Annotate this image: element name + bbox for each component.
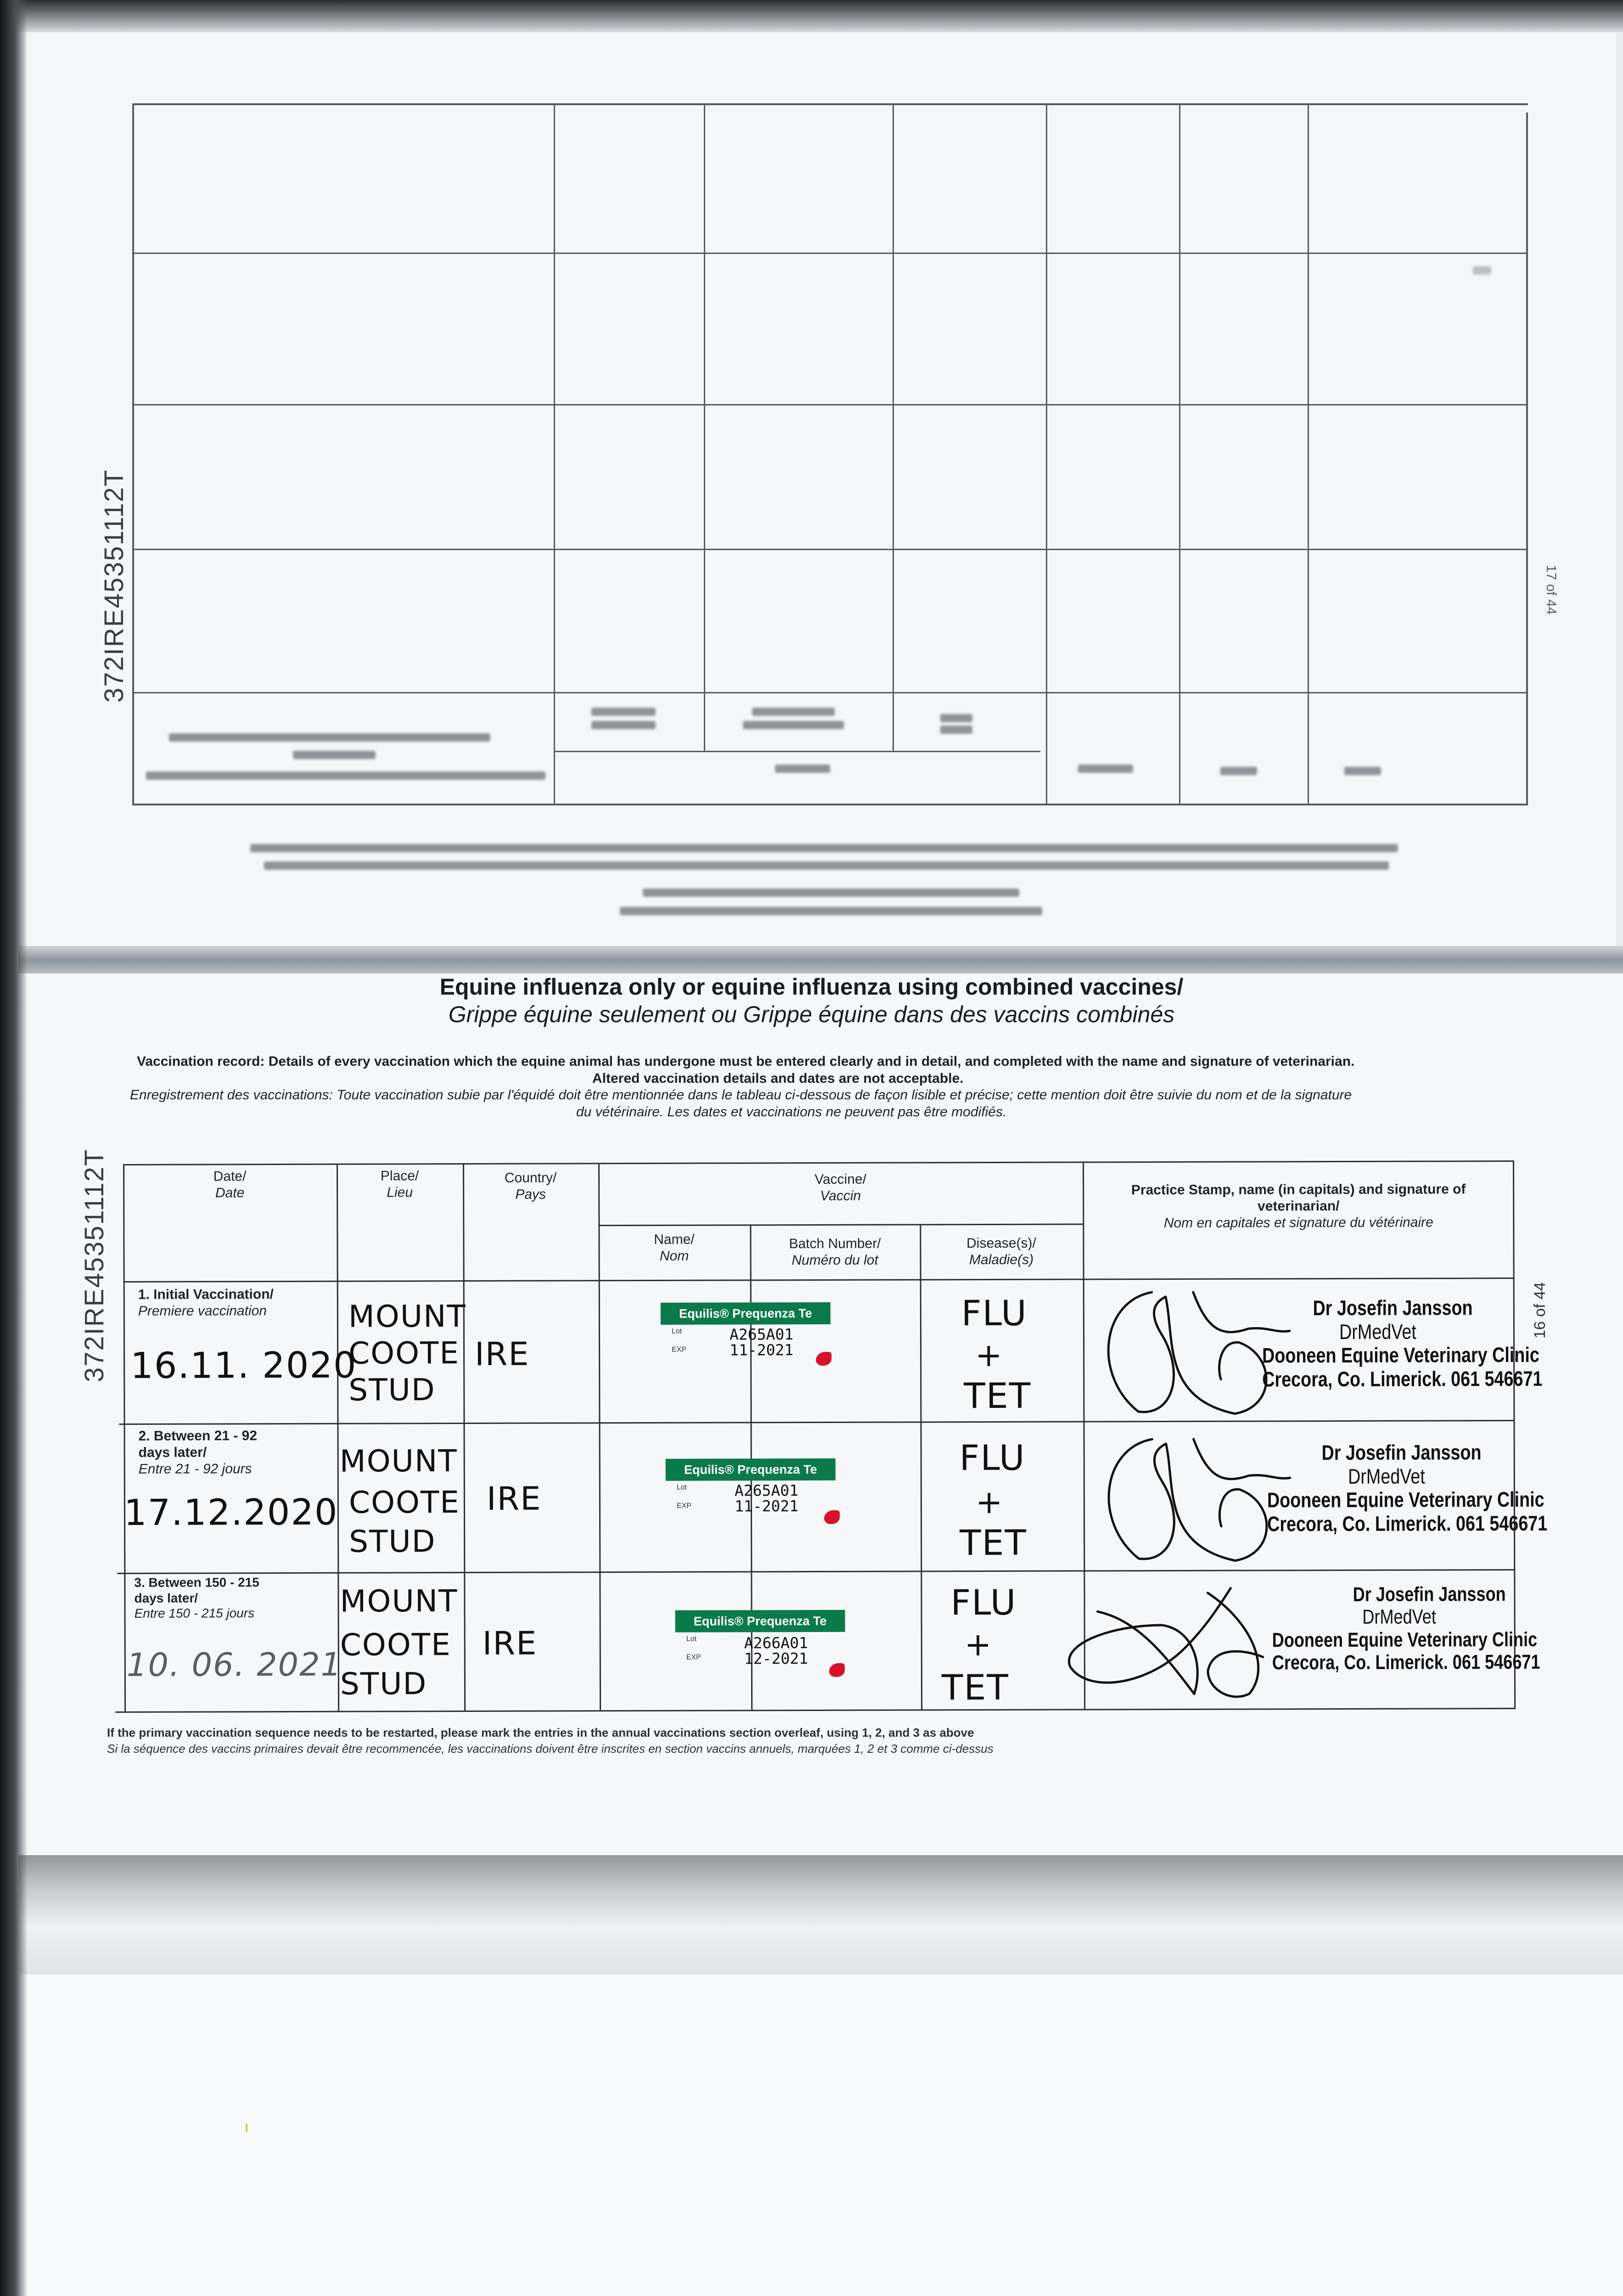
header-vaccine: Vaccine/ Vaccin [814,1171,867,1204]
vet-stamp-2: Dr Josefin Jansson DrMedVet Dooneen Equine Veterinary Clinic Crecora, Co. Limerick. 061 546671 [1267,1440,1548,1536]
row-label-3: 3. Between 150 - 215 days later/ Entre 150 - 215 jours [134,1575,259,1621]
footnote-fr: Si la séquence des vaccins primaires devait être recommencée, les vaccinations doivent être inscrites en section vaccins annuels, marquées 1, 2 et 3 comme ci-dessus [107,1742,994,1756]
disease-1-a: FLU [961,1292,1028,1334]
serial-number-lower: 372IRE45351112T [79,1148,109,1382]
header-country: Country/ Pays [504,1170,557,1202]
date-1: 16.11. 2020 [130,1345,357,1387]
header-vaccine-name: Name/ Nom [654,1232,695,1264]
exp-code: EXP [672,1345,687,1354]
lot-code: Lot [671,1327,682,1335]
vaccine-label-2 [666,1458,836,1539]
blurred-instruction-line [643,889,1019,897]
lot-code: Lot [686,1635,696,1643]
vaccine-name-1: Equilis® Prequenza Te [661,1302,831,1325]
blurred-instruction-line [250,844,1398,852]
country-3: IRE [482,1624,538,1662]
disease-3-b: + [964,1625,993,1664]
place-1-line2: COOTE [348,1335,460,1371]
place-1-line3: STUD [348,1372,436,1408]
upper-empty-table [132,103,1528,806]
disease-2-b: + [975,1483,1004,1521]
expiry-2: 11-2021 [734,1497,799,1515]
page-number-upper: 17 of 44 [1544,565,1559,615]
blank-scan-area [18,1975,1623,2296]
scanner-edge [0,0,1623,32]
vaccine-label-3 [675,1610,845,1691]
disease-3-c: TET [941,1666,1009,1708]
vaccine-name-3: Equilis® Prequenza Te [675,1610,845,1632]
place-3-line2: COOTE [340,1627,451,1663]
red-flag-icon [816,1352,831,1366]
vet-stamp-3: Dr Josefin Jansson DrMedVet Dooneen Equine Veterinary Clinic Crecora, Co. Limerick. 061 546671 [1272,1583,1540,1674]
batch-number-1: A265A01 [729,1325,794,1344]
date-2: 17.12.2020 [124,1491,338,1534]
blurred-instruction-line [264,861,1389,870]
vaccine-name-2: Equilis® Prequenza Te [666,1458,836,1481]
page-number-lower: 16 of 44 [1531,1282,1549,1339]
page-edge-shadow [18,1855,1623,1975]
place-2-line1: MOUNT [339,1443,458,1479]
section-title: Equine influenza only or equine influenza using combined vaccines/ [439,974,1184,1000]
red-flag-icon [824,1510,840,1524]
scanner-left-shadow [0,0,28,2296]
header-disease: Disease(s)/ Maladie(s) [966,1235,1036,1268]
place-2-line2: COOTE [348,1485,461,1520]
header-stamp: Practice Stamp, name (in capitals) and signature of veterinarian/ Nom en capitales et signature du vétérinaire [1131,1182,1466,1231]
footnote-en: If the primary vaccination sequence needs to be restarted, please mark the entries in the annual vaccinations section overleaf, using 1, 2, and 3 as above [107,1726,974,1739]
row-label-1: 1. Initial Vaccination/ Premiere vaccination [138,1287,274,1319]
red-flag-icon [829,1663,845,1677]
row-label-2: 2. Between 21 - 92 days later/ Entre 21 - 92 jours [138,1428,258,1477]
batch-number-2: A265A01 [734,1481,798,1500]
country-2: IRE [486,1480,542,1518]
header-place: Place/ Lieu [380,1168,419,1200]
vet-signature-3 [1056,1574,1295,1708]
batch-number-3: A266A01 [744,1634,808,1652]
disease-3-a: FLU [950,1581,1017,1623]
instruction-fr: Enregistrement des vaccinations: Toute vaccination subie par l'équidé doit être mentionnée dans le tableau ci-dessous de façon lisible et précise; cette mention doit être suivie du nom et de la signature [130,1087,1352,1103]
expiry-3: 12-2021 [744,1649,808,1668]
vaccine-label-1 [661,1302,831,1383]
scan-speck [246,2124,247,2132]
header-date: Date/ Date [213,1169,247,1201]
place-3-line1: MOUNT [340,1583,458,1619]
vet-stamp-1: Dr Josefin Jansson DrMedVet Dooneen Equine Veterinary Clinic Crecora, Co. Limerick. 061 546671 [1262,1295,1543,1391]
instruction-en-2: Altered vaccination details and dates are not acceptable. [592,1071,964,1086]
exp-code: EXP [676,1502,691,1510]
blurred-instruction-line [620,907,1042,915]
place-2-line3: STUD [349,1524,436,1559]
expiry-1: 11-2021 [730,1341,794,1359]
disease-2-a: FLU [959,1437,1026,1479]
header-batch: Batch Number/ Numéro du lot [789,1236,881,1268]
place-3-line3: STUD [340,1666,427,1702]
date-3: 10. 06. 2021 [126,1645,343,1684]
section-title-fr: Grippe équine seulement ou Grippe équine dans des vaccins combinés [448,1002,1175,1027]
serial-number-upper: 372IRE45351112T [99,469,129,703]
lot-code: Lot [676,1483,687,1491]
place-1-line1: MOUNT [348,1298,466,1334]
instruction-fr-2: du vétérinaire. Les dates et vaccinations ne peuvent pas être modifiés. [576,1104,1007,1120]
exp-code: EXP [686,1653,701,1661]
disease-1-b: + [975,1336,1003,1374]
country-1: IRE [474,1335,530,1373]
disease-2-c: TET [960,1522,1028,1564]
disease-1-c: TET [964,1375,1032,1417]
instruction-en: Vaccination record: Details of every vaccination which the equine animal has undergone must be entered clearly and in detail, and completed with the name and signature of veterinarian. [137,1054,1355,1069]
